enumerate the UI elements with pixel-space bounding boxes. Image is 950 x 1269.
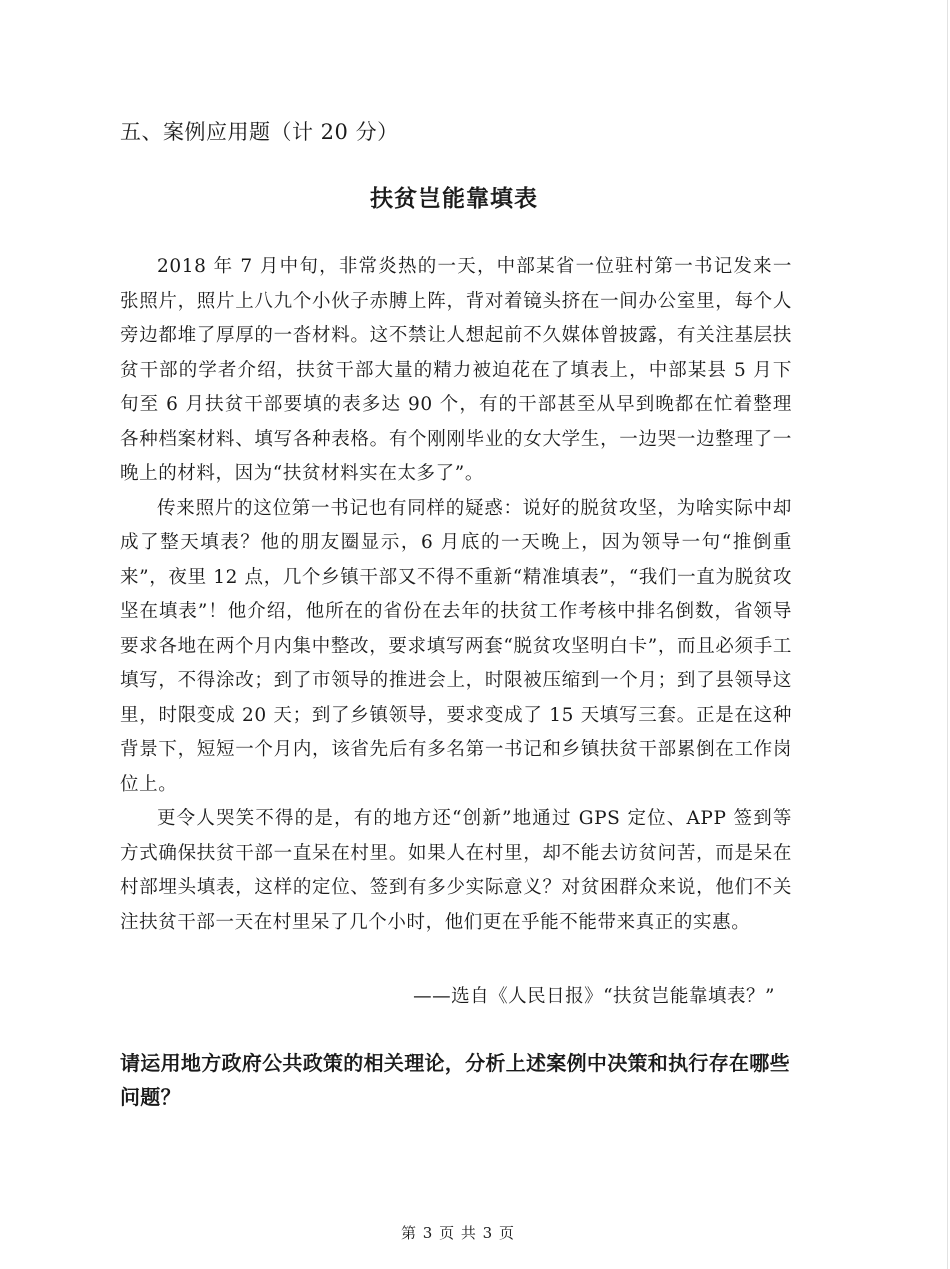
exam-question: 请运用地方政府公共政策的相关理论，分析上述案例中决策和执行存在哪些问题？ bbox=[120, 1051, 790, 1109]
section-heading: 五、案例应用题（计 20 分） bbox=[120, 120, 399, 144]
case-body bbox=[120, 250, 792, 940]
case-paragraph-3: 更令人哭笑不得的是，有的地方还“创新”地通过 GPS 定位、APP 签到等方式确保扶贫干部一直呆在村里。如果人在村里，却不能去访贫问苦，而是呆在村部埋头填表，这样的定位、签到有多少实际意义？对贫困群众来说，他们不关注扶贫干部一天在村里呆了几个小时，他们更在乎能不能带来真正的实惠。 bbox=[120, 808, 792, 933]
case-paragraph-2: 传来照片的这位第一书记也有同样的疑惑：说好的脱贫攻坚，为啥实际中却成了整天填表？他的朋友圈显示，6 月底的一天晚上，因为领导一句“推倒重来”，夜里 12 点，几个乡镇干部又不得不重新“精准填表”，“我们一直为脱贫攻坚在填表”！他介绍，他所在的省份在去年的扶贫工作考核中排名倒数，省领导要求各地在两个月内集中整改，要求填写两套“脱贫攻坚明白卡”，而且必须手工填写，不得涂改；到了市领导的推进会上，时限被压缩到一个月；到了县领导这里，时限变成 20 天；到了乡镇领导，要求变成了 15 天填写三套。正是在这种背景下，短短一个月内，该省先后有多名第一书记和乡镇扶贫干部累倒在工作岗位上。 bbox=[120, 497, 792, 795]
case-paragraph-1: 2018 年 7 月中旬，非常炎热的一天，中部某省一位驻村第一书记发来一张照片，照片上八九个小伙子赤膊上阵，背对着镜头挤在一间办公室里，每个人旁边都堆了厚厚的一沓材料。这不禁让人想起前不久媒体曾披露，有关注基层扶贫干部的学者介绍，扶贫干部大量的精力被迫花在了填表上，中部某县 5 月下旬至 6 月扶贫干部要填的表多达 90 个，有的干部甚至从早到晚都在忙着整理各种档案材料、填写各种表格。有个刚刚毕业的女大学生，一边哭一边整理了一晚上的材料，因为“扶贫材料实在太多了”。 bbox=[120, 256, 792, 484]
case-title: 扶贫岂能靠填表 bbox=[370, 186, 538, 212]
scan-edge-divider bbox=[947, 0, 948, 1269]
page-footer: 第 3 页 共 3 页 bbox=[401, 1224, 515, 1242]
source-citation: ——选自《人民日报》“扶贫岂能靠填表？” bbox=[413, 986, 775, 1007]
